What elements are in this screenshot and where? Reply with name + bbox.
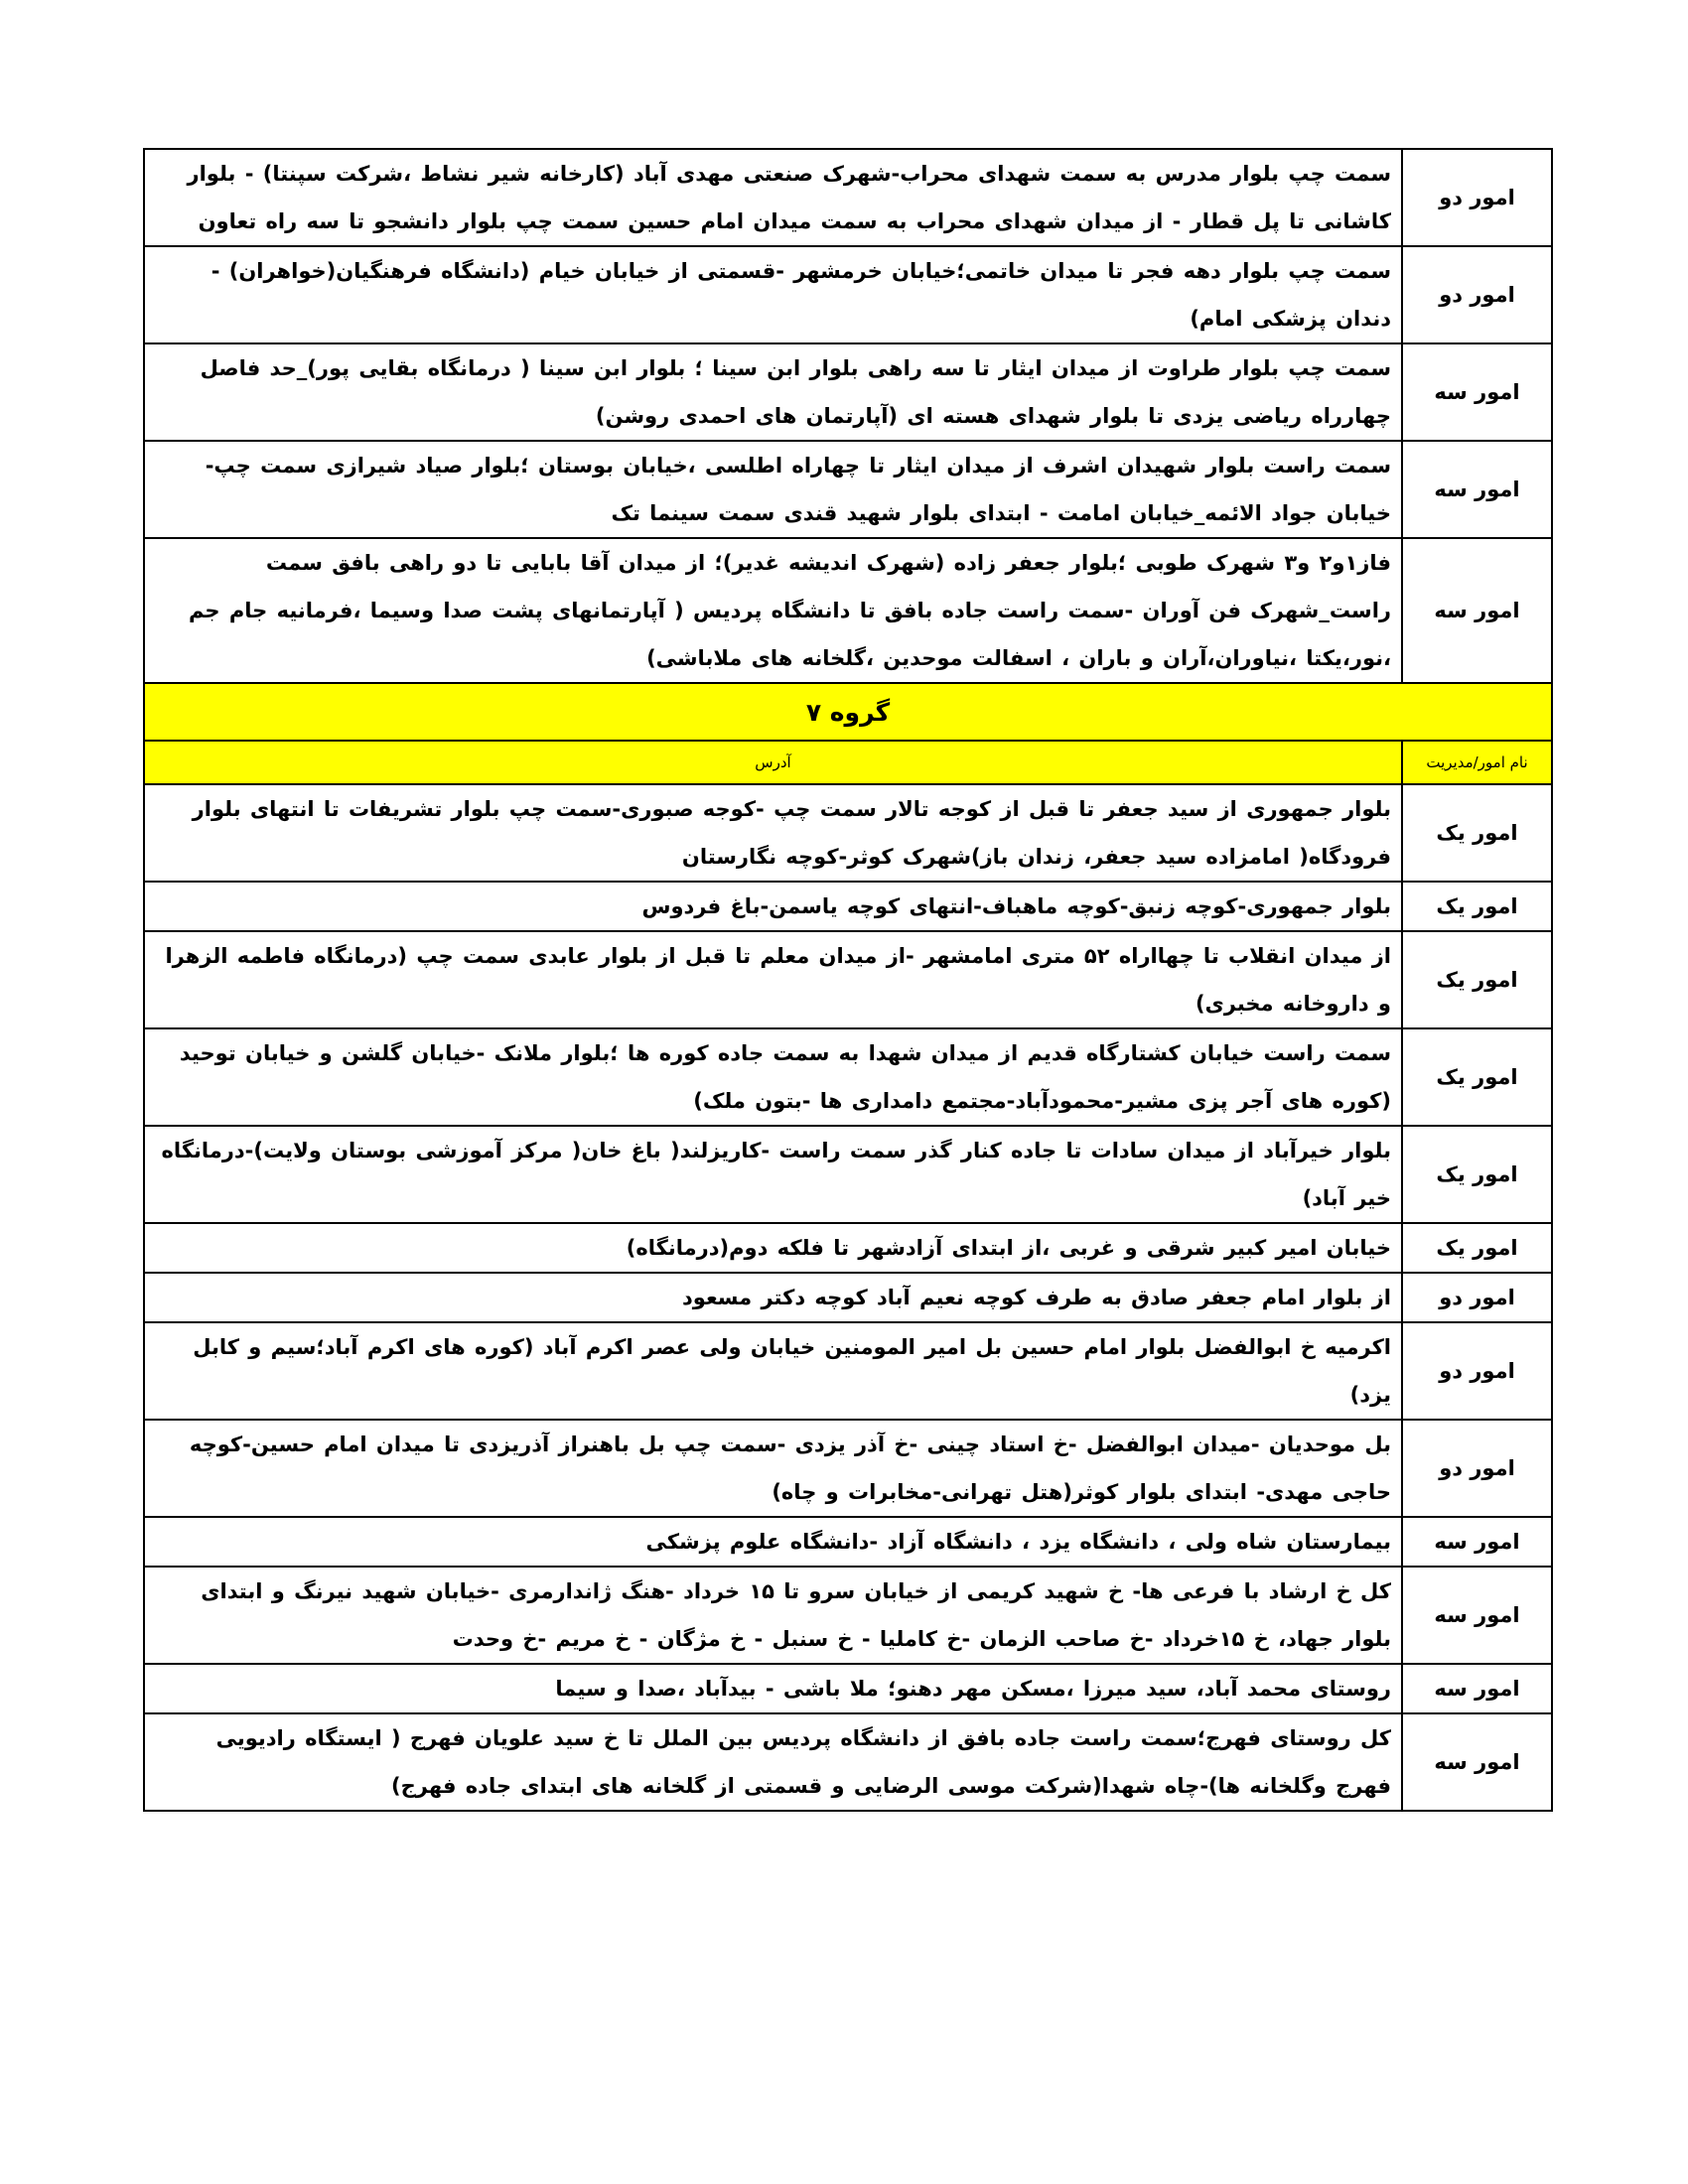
header-address: آدرس [144,741,1402,784]
address-text: بلوار جمهوری از سید جعفر تا قبل از کوجه تالار سمت چپ -کوجه صبوری-سمت چپ بلوار تشریفات تا انتهای بلوار فرودگاه( امامزاده سید جعفر، زندان باز)شهرک کوثر-کوچه نگارستان [144,784,1402,882]
unit-name: امور یک [1402,1223,1552,1273]
address-text: کل روستای فهرج؛سمت راست جاده بافق از دانشگاه پردیس بین الملل تا خ سید علویان فهرج ( ایستگاه رادیویی فهرج وگلخانه ها)-چاه شهدا(شرکت موسی الرضایی و قسمتی از گلخانه های ابتدای جاده فهرج) [144,1713,1402,1811]
address-text: بیمارستان شاه ولی ، دانشگاه یزد ، دانشگاه آزاد -دانشگاه علوم پزشکی [144,1517,1402,1567]
address-table [143,148,1553,1812]
table-row [144,1420,1552,1517]
address-text: سمت چپ بلوار طراوت از میدان ایثار تا سه راهی بلوار ابن سینا ؛ بلوار ابن سینا ( درمانگاه بقایی پور)_حد فاصل چهارراه ریاضی یزدی تا بلوار شهدای هسته ای (آپارتمان های احمدی روشن) [144,343,1402,441]
unit-name: امور دو [1402,1273,1552,1322]
unit-name: امور یک [1402,784,1552,882]
address-text: سمت راست خیابان کشتارگاه قدیم از میدان شهدا به سمت جاده کوره ها ؛بلوار ملانک -خیابان گلشن و خیابان توحید (کوره های آجر پزی مشیر-محمودآباد-مجتمع دامداری ها -بتون ملک) [144,1028,1402,1126]
table-row [144,1517,1552,1567]
address-text: کل خ ارشاد با فرعی ها- خ شهید کریمی از خیابان سرو تا ۱۵ خرداد -هنگ ژاندارمری -خیابان شهید نیرنگ و ابتدای بلوار جهاد، خ ۱۵خرداد -خ صاحب الزمان -خ کاملیا - خ سنبل - خ مژگان - خ مریم -خ وحدت [144,1567,1402,1664]
address-text: از میدان انقلاب تا چهااراه ۵۲ متری امامشهر -از میدان معلم تا قبل از بلوار عابدی سمت چپ (درمانگاه فاطمه الزهرا و داروخانه مخبری) [144,931,1402,1028]
group-title-row [144,683,1552,741]
table-row [144,1322,1552,1420]
table-row [144,246,1552,343]
address-text: فاز۱و۲ و۳ شهرک طوبی ؛بلوار جعفر زاده (شهرک اندیشه غدیر)؛ از میدان آقا بابایی تا دو راهی بافق سمت راست_شهرک فن آوران -سمت راست جاده بافق تا دانشگاه پردیس ( آپارتمانهای پشت صدا وسیما ،فرمانیه جام جم ،نور،یکتا ،نیاوران،آران و باران ، اسفالت موحدین ،گلخانه های ملاباشی) [144,538,1402,683]
table-row [144,149,1552,246]
unit-name: امور یک [1402,1126,1552,1223]
table-row [144,1713,1552,1811]
address-text: سمت چپ بلوار مدرس به سمت شهدای محراب-شهرک صنعتی مهدی آباد (کارخانه شیر نشاط ،شرکت سپنتا) - بلوار کاشانی تا پل قطار - از میدان شهدای محراب به سمت میدان امام حسین سمت چپ بلوار دانشجو تا سه راه تعاون [144,149,1402,246]
address-text: خیابان امیر کبیر شرقی و غربی ،از ابتدای آزادشهر تا فلکه دوم(درمانگاه) [144,1223,1402,1273]
table-row [144,1028,1552,1126]
unit-name: امور سه [1402,441,1552,538]
table-row [144,1567,1552,1664]
unit-name: امور سه [1402,343,1552,441]
address-text: سمت راست بلوار شهیدان اشرف از میدان ایثار تا چهاراه اطلسی ،خیابان بوستان ؛بلوار صیاد شیرازی سمت چپ-خیابان جواد الائمه_خیابان امامت - ابتدای بلوار شهید قندی سمت سینما تک [144,441,1402,538]
unit-name: امور دو [1402,246,1552,343]
unit-name: امور سه [1402,1517,1552,1567]
unit-name: امور سه [1402,538,1552,683]
address-text: سمت چپ بلوار دهه فجر تا میدان خاتمی؛خیابان خرمشهر -قسمتی از خیابان خیام (دانشگاه فرهنگیان(خواهران) - دندان پزشکی امام) [144,246,1402,343]
table-row [144,931,1552,1028]
table-row [144,538,1552,683]
address-text: از بلوار امام جعفر صادق به طرف کوچه نعیم آباد کوچه دکتر مسعود [144,1273,1402,1322]
address-text: بل موحدیان -میدان ابوالفضل -خ استاد چینی -خ آذر یزدی -سمت چپ بل باهنراز آذریزدی تا میدان امام حسین-کوچه حاجی مهدی- ابتدای بلوار کوثر(هتل تهرانی-مخابرات و چاه) [144,1420,1402,1517]
table-row [144,1664,1552,1713]
table-row [144,343,1552,441]
unit-name: امور دو [1402,149,1552,246]
unit-name: امور یک [1402,1028,1552,1126]
unit-name: امور سه [1402,1567,1552,1664]
unit-name: امور یک [1402,882,1552,931]
unit-name: امور سه [1402,1664,1552,1713]
table-row [144,784,1552,882]
address-text: بلوار جمهوری-کوچه زنبق-کوچه ماهباف-انتهای کوچه یاسمن-باغ فردوس [144,882,1402,931]
address-text: روستای محمد آباد، سید میرزا ،مسکن مهر دهنو؛ ملا باشی - بیدآباد ،صدا و سیما [144,1664,1402,1713]
table-row [144,1223,1552,1273]
unit-name: امور دو [1402,1420,1552,1517]
table-row [144,1273,1552,1322]
table-row [144,1126,1552,1223]
table-row [144,882,1552,931]
table-header-row [144,741,1552,784]
table-row [144,441,1552,538]
address-text: اکرمیه خ ابوالفضل بلوار امام حسین بل امیر المومنین خیابان ولی عصر اکرم آباد (کوره های اکرم آباد؛سیم و کابل یزد) [144,1322,1402,1420]
header-unit: نام امور/مدیریت [1402,741,1552,784]
unit-name: امور سه [1402,1713,1552,1811]
group-title: گروه ۷ [144,683,1552,741]
unit-name: امور یک [1402,931,1552,1028]
unit-name: امور دو [1402,1322,1552,1420]
address-text: بلوار خیرآباد از میدان سادات تا جاده کنار گذر سمت راست -کاریزلند( باغ خان( مرکز آموزشی بوستان ولایت)-درمانگاه خیر آباد) [144,1126,1402,1223]
